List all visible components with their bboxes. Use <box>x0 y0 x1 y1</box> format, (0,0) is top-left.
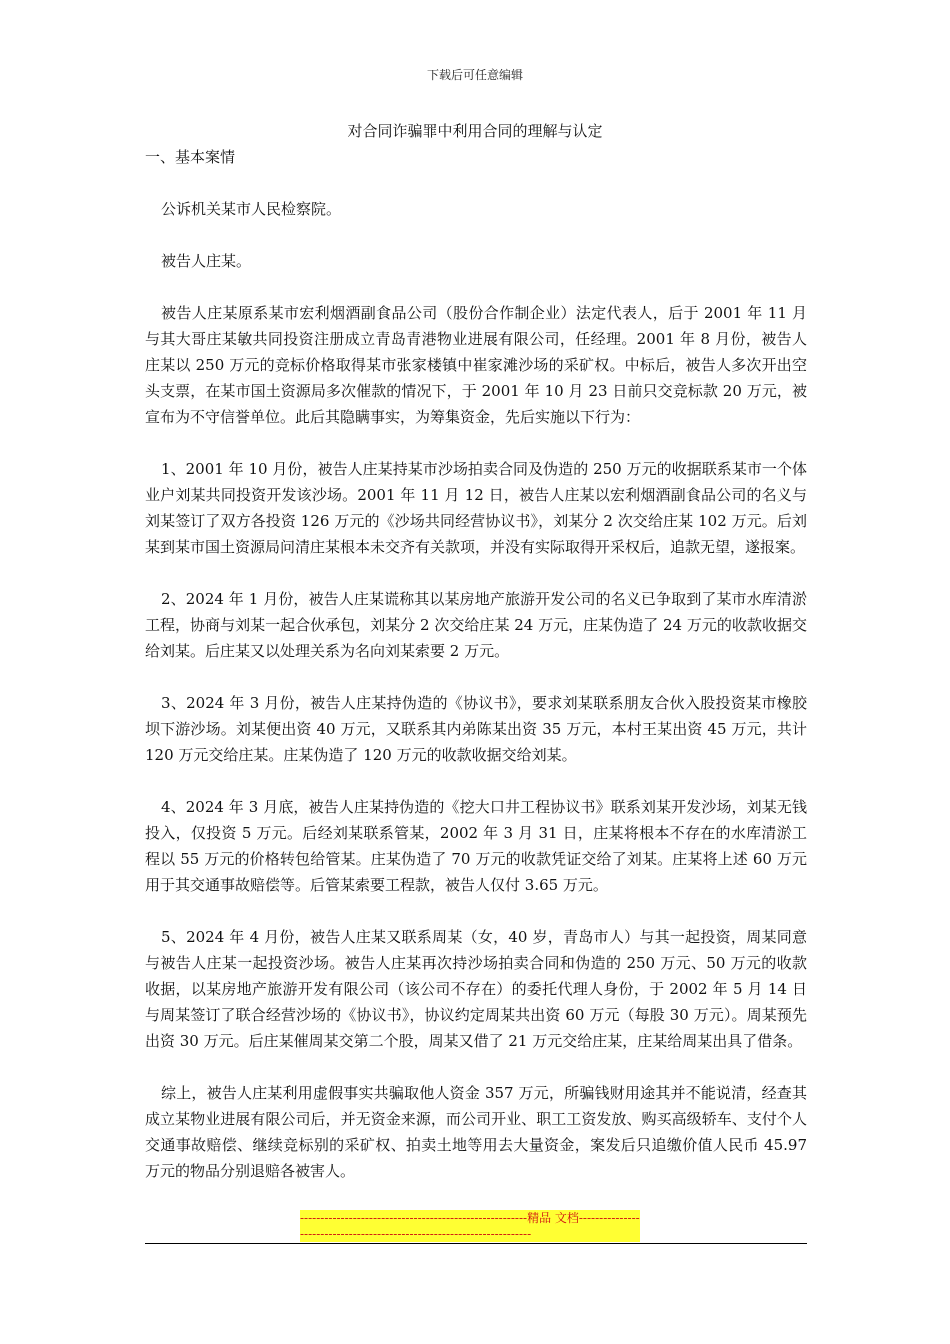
paragraph-summary: 综上，被告人庄某利用虚假事实共骗取他人资金 357 万元，所骗钱财用途其并不能说清，经查其成立某物业进展有限公司后，并无资金来源，而公司开业、职工工资发放、购买高级轿车、支付个人交通事故赔偿、继续竞标别的采矿权、拍卖土地等用去大量资金，案发后只追缴价值人民币 45.97 万元的物品分别退赔各被害人。 <box>145 1084 807 1180</box>
paragraph-background: 被告人庄某原系某市宏利烟酒副食品公司（股份合作制企业）法定代表人，后于 2001 年 11 月与其大哥庄某敏共同投资注册成立青岛青港物业进展有限公司，任经理。2001 年 8 月份，被告人庄某以 250 万元的竞标价格取得某市张家楼镇中崔家滩沙场的采矿权。中标后，被告人多次开出空头支票，在某市国土资源局多次催款的情况下，于 2001 年 10 月 23 日前只交竞标款 20 万元，被宣布为不守信誉单位。此后其隐瞒事实，为筹集资金，先后实施以下行为： <box>145 304 807 426</box>
document-title: 对合同诈骗罪中利用合同的理解与认定 <box>347 122 603 140</box>
footer-divider <box>145 1243 807 1244</box>
paragraph-item-3: 3、2024 年 3 月份，被告人庄某持伪造的《协议书》，要求刘某联系朋友合伙入股投资某市橡胶坝下游沙场。刘某便出资 40 万元，又联系其内弟陈某出资 35 万元，本村王某出资 45 万元，共计 120 万元交给庄某。庄某伪造了 120 万元的收款收据交给刘某。 <box>145 694 807 764</box>
paragraph-defendant: 被告人庄某。 <box>161 252 252 270</box>
footer-watermark-text: --------------------------------------------------------精品 文档------------------------------------------------------------------------ <box>300 1211 640 1241</box>
paragraph-item-5: 5、2024 年 4 月份，被告人庄某又联系周某（女，40 岁，青岛市人）与其一起投资，周某同意与被告人庄某一起投资沙场。被告人庄某再次持沙场拍卖合同和伪造的 250 万元、50 万元的收款收据，以某房地产旅游开发有限公司（该公司不存在）的委托代理人身份，于 2002 年 5 月 14 日与周某签订了联合经营沙场的《协议书》，协议约定周某共出资 60 万元（每股 30 万元）。周某预先出资 30 万元。后庄某催周某交第二个股，周某又借了 21 万元交给庄某，庄某给周某出具了借条。 <box>145 928 807 1050</box>
paragraph-prosecutor: 公诉机关某市人民检察院。 <box>161 200 342 218</box>
paragraph-item-1: 1、2001 年 10 月份，被告人庄某持某市沙场拍卖合同及伪造的 250 万元的收据联系某市一个体业户刘某共同投资开发该沙场。2001 年 11 月 12 日，被告人庄某以宏利烟酒副食品公司的名义与刘某签订了双方各投资 126 万元的《沙场共同经营协议书》，刘某分 2 次交给庄某 102 万元。后刘某到某市国土资源局问清庄某根本未交齐有关款项，并没有实际取得开采权后，追款无望，遂报案。 <box>145 460 807 556</box>
paragraph-item-4: 4、2024 年 3 月底，被告人庄某持伪造的《挖大口井工程协议书》联系刘某开发沙场，刘某无钱投入，仅投资 5 万元。后经刘某联系管某，2002 年 3 月 31 日，庄某将根本不存在的水库清淤工程以 55 万元的价格转包给管某。庄某伪造了 70 万元的收款凭证交给了刘某。庄某将上述 60 万元用于其交通事故赔偿等。后管某索要工程款，被告人仅付 3.65 万元。 <box>145 798 807 894</box>
section-heading: 一、基本案情 <box>145 148 236 166</box>
document-body <box>145 144 807 1184</box>
paragraph-item-2: 2、2024 年 1 月份，被告人庄某谎称其以某房地产旅游开发公司的名义已争取到了某市水库清淤工程，协商与刘某一起合伙承包，刘某分 2 次交给庄某 24 万元，庄某伪造了 24 万元的收款收据交给刘某。后庄某又以处理关系为名向刘某索要 2 万元。 <box>145 590 807 660</box>
header-note: 下载后可任意编辑 <box>426 68 523 82</box>
